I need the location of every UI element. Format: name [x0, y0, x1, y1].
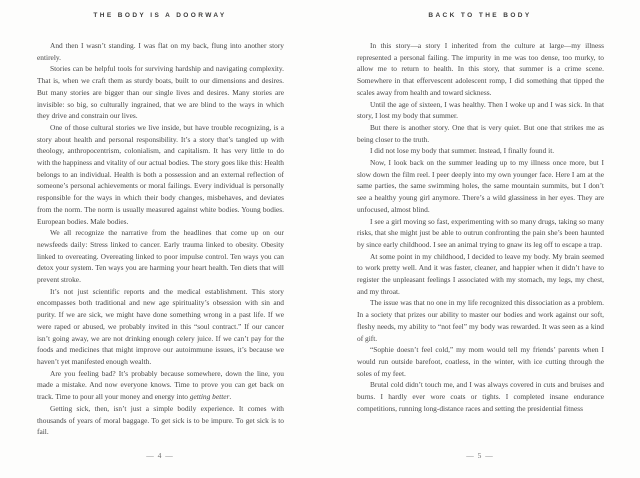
left-page-text [37, 40, 284, 438]
right-page-number: — 5 — [466, 451, 494, 460]
paragraph: We all recognize the narrative from the headlines that come up on our newsfeeds daily: Stress linked to cancer. Early trauma linked to obesity. Obesity linked to overeating. Overeating linked to poor impulse control. Ten ways you can detox your system. Ten ways you are harming your heart health. Ten diets that will prevent stroke. [37, 228, 284, 285]
paragraph: Getting sick, then, isn’t just a simple bodily experience. It comes with thousands of years of moral baggage. To get sick is to be impure. To get sick is to fail. [37, 403, 284, 437]
right-page-text [357, 40, 604, 438]
running-header-left: THE BODY IS A DOORWAY [93, 12, 227, 19]
right-page [320, 0, 640, 478]
paragraph: Until the age of sixteen, I was healthy. Then I woke up and I was sick. In that story, I lost my body that summer. [357, 99, 604, 121]
paragraph: And then I wasn’t standing. I was flat on my back, flung into another story entirely. [37, 41, 284, 62]
paragraph: Now, I look back on the summer leading up to my illness once more, but I slow down the film reel. I peer deeply into my own younger face. Here I am at the same parties, the same swimming holes, the same mountain summits, but I don’t see a healthy young girl anymore. There’s a wild glassiness in her eyes. They are unfocused, almost blind. [357, 158, 604, 214]
paragraph: But there is another story. One that is very quiet. But one that strikes me as being closer to the truth. [357, 122, 604, 144]
paragraph: The issue was that no one in my life recognized this dissociation as a problem. In a society that prizes our ability to master our bodies and work against our soft, fleshy needs, my ability to “not feel” my body was rewarded. It was seen as a kind of gift. [357, 298, 604, 343]
paragraph: “Sophie doesn’t feel cold,” my mom would tell my friends’ parents when I would run outside barefoot, coatless, in the winter, with ice cutting through the soles of my feet. [357, 345, 604, 378]
paragraph: In this story—a story I inherited from the culture at large—my illness represented a personal failing. The impurity in me was too dense, too murky, to allow me to return to health. In this story, that summer is a crime scene. Somewhere in that effervescent adolescent romp, I did something that tipped the scales away from health and toward sickness. [357, 41, 604, 97]
paragraph: It’s not just scientific reports and the medical establishment. This story encompasses both traditional and new age spirituality’s obsession with sin and purity. If we are sick, we might have done something wrong in a past life. If we were raped or abused, we probably invited in this “soul contract.” If our cancer isn’t going away, we are not drinking enough celery juice. If we can’t pay for the foods and medicines that might improve our autoimmune issues, it’s because we haven’t yet manifested enough wealth. [37, 286, 284, 366]
paragraph: I did not lose my body that summer. Instead, I finally found it. [370, 146, 555, 156]
paragraph: I see a girl moving so fast, experimenting with so many drugs, taking so many risks, that she might just be able to outrun confronting the pain she’s been haunted by since early childhood. I see an animal trying to gnaw its leg off to escape a trap. [357, 216, 604, 249]
paragraph: Brutal cold didn’t touch me, and I was always covered in cuts and bruises and burns. I hardly ever wore coats or tights. I completed insane endurance competitions, running long-distance races and setting the presidential fitness [357, 380, 604, 413]
left-page-number: — 4 — [146, 451, 174, 460]
running-header-right: BACK TO THE BODY [428, 12, 532, 19]
paragraph: One of those cultural stories we live inside, but have trouble recognizing, is a story about health and personal responsibility. It’s a story that’s tangled up with theology, anthropocentrism, colonialism, and capitalism. It has very little to do with the happiness and vitality of our actual bodies. The story goes like this: Health belongs to an individual. Health is both a possession and an external reflection of someone’s personal achievements or moral failings. Every individual is personally responsible for the ways in which their body changes, misbehaves, and deviates from the norm. The norm is usually measured against white bodies. Young bodies. European bodies. Male bodies. [37, 122, 284, 226]
paragraph: At some point in my childhood, I decided to leave my body. My brain seemed to work pretty well. And it was faster, cleaner, and happier when it didn’t have to register the unpleasant feelings I associated with my stomach, my legs, my chest, and my throat. [357, 251, 604, 296]
paragraph: Stories can be helpful tools for surviving hardship and navigating complexity. That is, when we craft them as sturdy boats, built to our dimensions and desires. But many stories are bigger than our single lives and desires. Many stories are invisible: so big, so culturally ingrained, that we are blind to the ways in which they drive and constrain our lives. [37, 64, 284, 121]
paragraph: Are you feeling bad? It’s probably because somewhere, down the line, you made a mistake. And now everyone knows. Time to prove you can get back on track. Time to pour all your money and energy into getting better. [37, 368, 284, 402]
